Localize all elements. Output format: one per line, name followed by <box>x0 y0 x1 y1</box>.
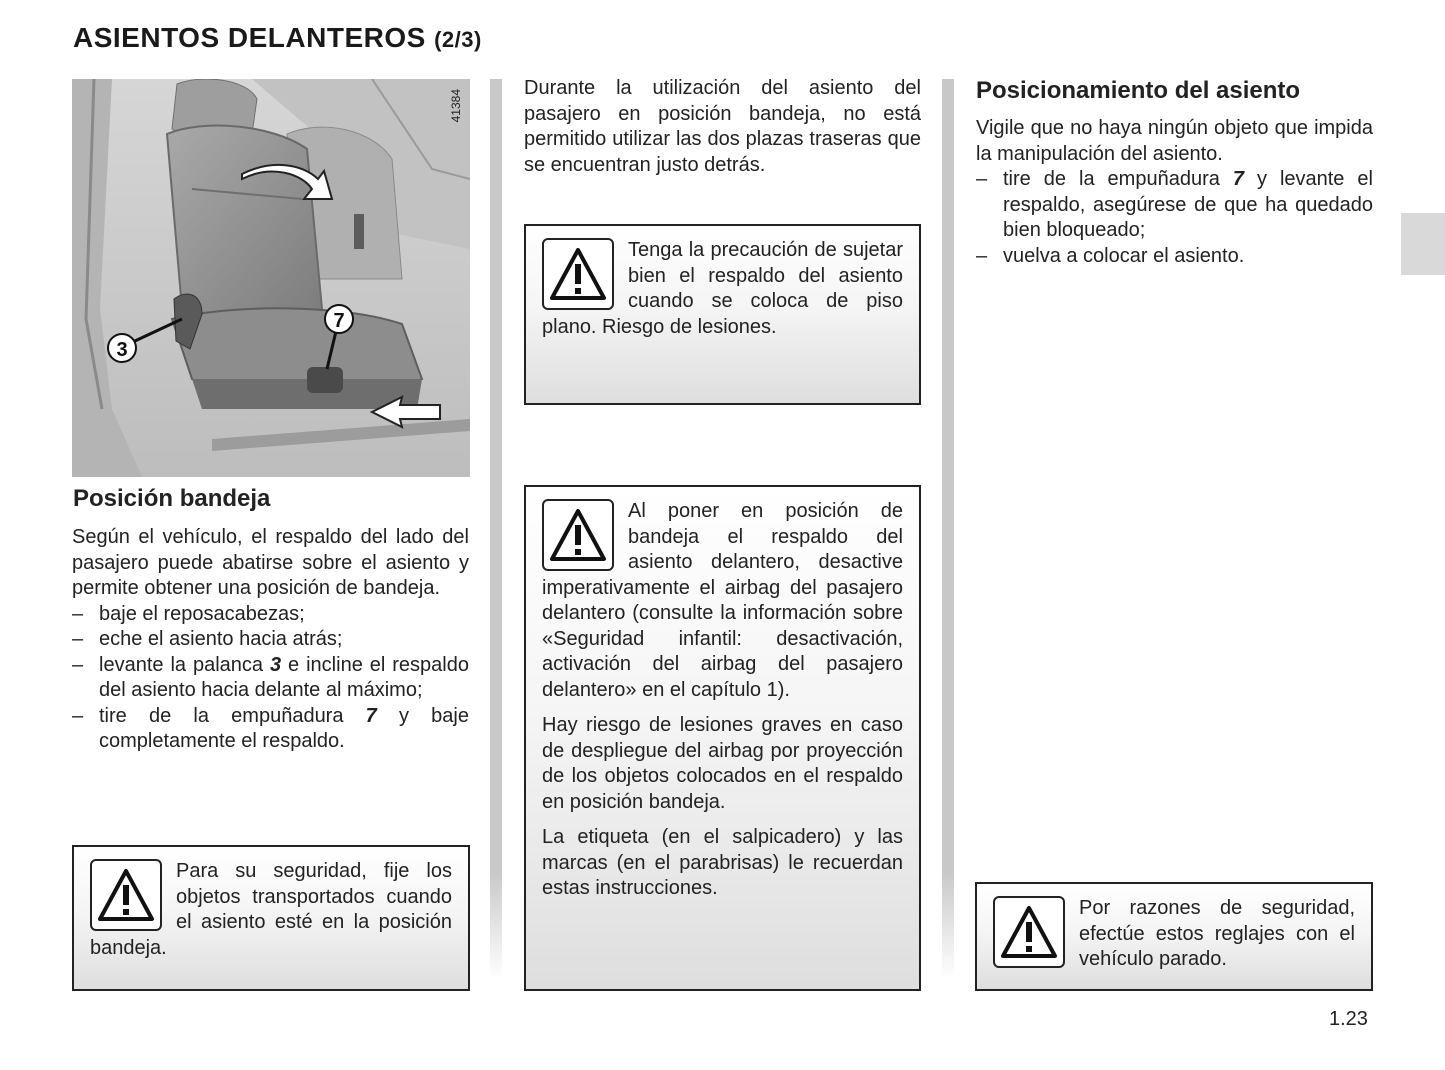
column-divider <box>490 79 502 979</box>
step-item <box>976 244 1373 270</box>
warning-triangle-icon <box>542 238 614 310</box>
page-title-text: ASIENTOS DELANTEROS <box>73 22 426 53</box>
step-item <box>72 602 469 628</box>
page-title <box>73 22 482 54</box>
warning-triangle-icon <box>542 499 614 571</box>
column-divider <box>942 79 954 979</box>
warning-box-left <box>72 845 470 991</box>
seat-drawing <box>72 79 470 477</box>
middle-intro: Durante la utilización del asiento del pasajero en posición bandeja, no está permitido utilizar las dos plazas traseras que se encuentran justo detrás. <box>524 77 921 176</box>
heading-posicionamiento: Posicionamiento del asiento <box>976 77 1301 104</box>
step-text: levante la palanca <box>99 653 270 676</box>
warning-box-middle-1 <box>524 224 921 405</box>
right-intro: Vigile que no haya ningún objeto que impida la manipulación del asiento. <box>976 117 1373 165</box>
step-text: tire de la empuñadura <box>1003 168 1233 190</box>
warning-text: Para su seguridad, fije los objetos transportados cuando el asiento esté en la posición bandeja. <box>90 860 452 959</box>
seat-illustration <box>72 79 470 477</box>
warning-text: Tenga la precaución de sujetar bien el respaldo del asiento cuando se coloca de piso plano. Riesgo de lesiones. <box>542 239 903 338</box>
page-title-part: (2/3) <box>434 27 482 52</box>
step-item <box>72 653 469 704</box>
figure-ref-number: 41384 <box>449 89 463 123</box>
warning-paragraph: Hay riesgo de lesiones graves en caso de despliegue del airbag por proyección de los objetos colocados en el respaldo en posición bandeja. <box>542 714 903 813</box>
chapter-tab <box>1401 213 1445 275</box>
step-item <box>976 167 1373 244</box>
handle-ref: 7 <box>1232 168 1244 190</box>
step-text: eche el asiento hacia atrás; <box>99 628 343 650</box>
warning-paragraph: Al poner en posición de bandeja el respaldo del asiento delantero, desactive imperativamente el airbag del pasajero delantero (consulte la información sobre «Seguridad infantil: desactivación, activación del airbag del pasajero delantero» en el capítulo 1). <box>542 500 903 701</box>
warning-text: Por razones de seguridad, efectúe estos reglajes con el vehículo parado. <box>1079 897 1355 970</box>
step-text: y levante el respaldo, asegúrese de que ha quedado bien bloqueado; <box>1003 168 1373 241</box>
callout-3-label: 3 <box>116 339 128 361</box>
left-body-text <box>72 525 469 755</box>
right-body-text <box>976 116 1373 269</box>
step-item <box>72 704 469 755</box>
warning-box-middle-2 <box>524 485 921 991</box>
lever-ref: 3 <box>269 653 282 676</box>
warning-box-right <box>975 882 1373 991</box>
handle-ref: 7 <box>365 704 377 727</box>
callout-7-label: 7 <box>333 310 345 332</box>
heading-posicion-bandeja: Posición bandeja <box>73 485 271 512</box>
step-item <box>72 627 469 653</box>
left-intro: Según el vehículo, el respaldo del lado del pasajero puede abatirse sobre el asiento y permite obtener una posición de bandeja. <box>72 526 469 599</box>
step-text: baje el reposacabezas; <box>99 602 305 625</box>
step-text: tire de la empuñadura <box>99 704 366 727</box>
step-text: y baje completamente el respaldo. <box>99 704 469 752</box>
step-text: vuelva a colocar el asiento. <box>1003 244 1245 267</box>
page-number: 1.23 <box>1329 1008 1368 1030</box>
warning-triangle-icon <box>90 859 162 931</box>
step-text: e incline el respaldo del asiento hacia delante al máximo; <box>99 653 469 701</box>
warning-paragraph: La etiqueta (en el salpicadero) y las marcas (en el parabrisas) le recuerdan estas instrucciones. <box>542 826 903 899</box>
warning-triangle-icon <box>993 896 1065 968</box>
